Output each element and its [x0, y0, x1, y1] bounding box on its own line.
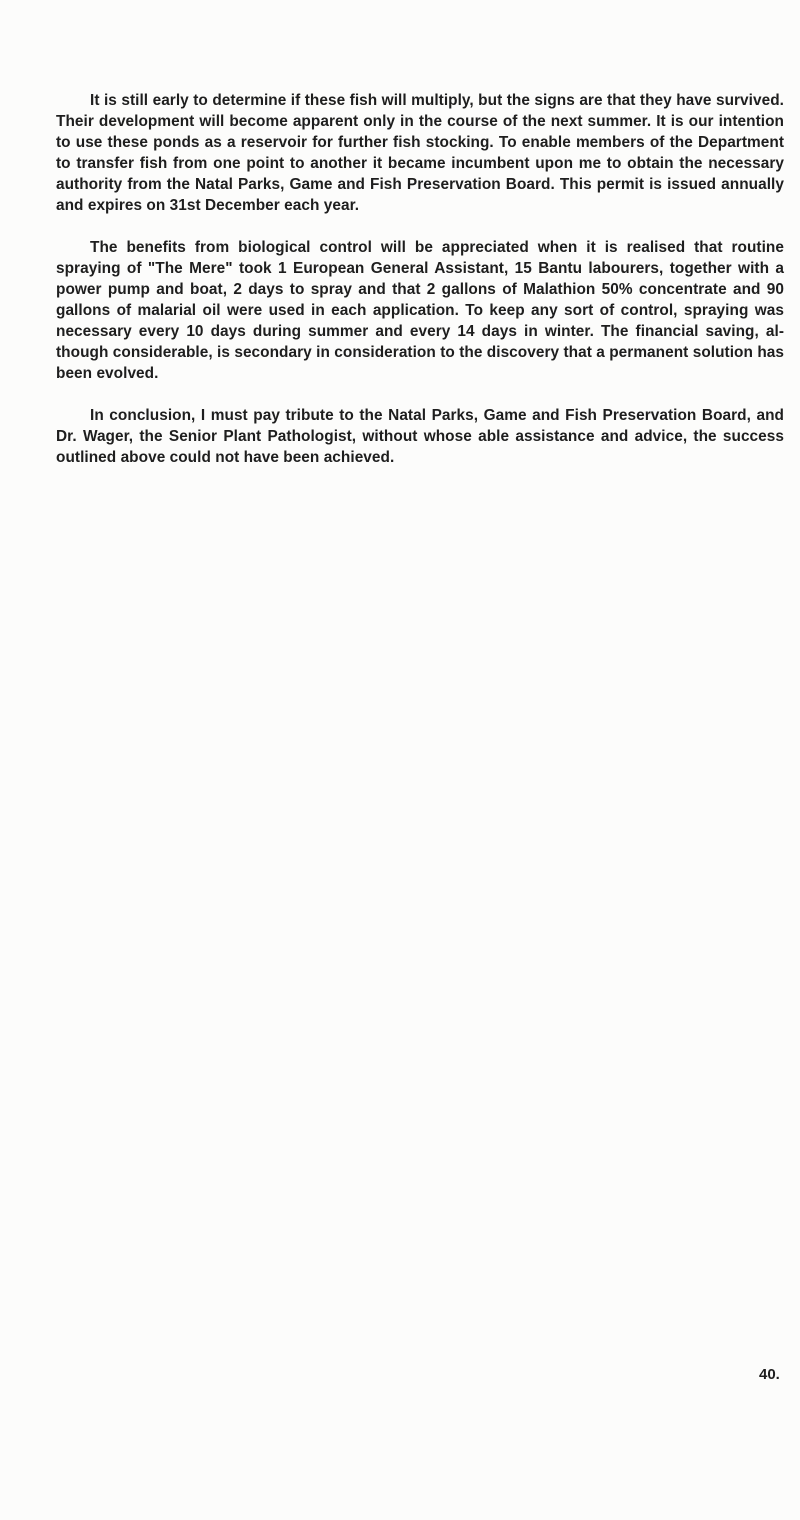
body-text: [56, 90, 784, 468]
paragraph-conclusion: In conclusion, I must pay tribute to the Natal Parks, Game and Fish Preservation Board, and Dr. Wager, the Senior Plant Pathologist, without whose able assistance and advice, the success outlined above could not have been achieved.: [56, 407, 784, 466]
paragraph-biological-control-benefits: The benefits from biological control will be appreciated when it is realised that routine spraying of "The Mere" took 1 European General Assistant, 15 Bantu labourers, together with a power pump and boat, 2 days to spray and that 2 gallons of Malathion 50% concentrate and 90 gallons of malarial oil were used in each application. To keep any sort of control, spraying was necessary every 10 days during summer and every 14 days in winter. The financial saving, al-though considerable, is secondary in consideration to the discovery that a permanent solution has been evolved.: [56, 239, 784, 382]
paragraph-fish-stocking: It is still early to determine if these fish will multiply, but the signs are that they have survived. Their development will become apparent only in the course of the next summer. It is our intention to use these ponds as a reservoir for further fish stocking. To enable members of the Department to transfer fish from one point to another it became incumbent upon me to obtain the necessary authority from the Natal Parks, Game and Fish Preservation Board. This permit is issued annually and expires on 31st December each year.: [56, 92, 784, 214]
page-number: 40.: [759, 1366, 780, 1383]
